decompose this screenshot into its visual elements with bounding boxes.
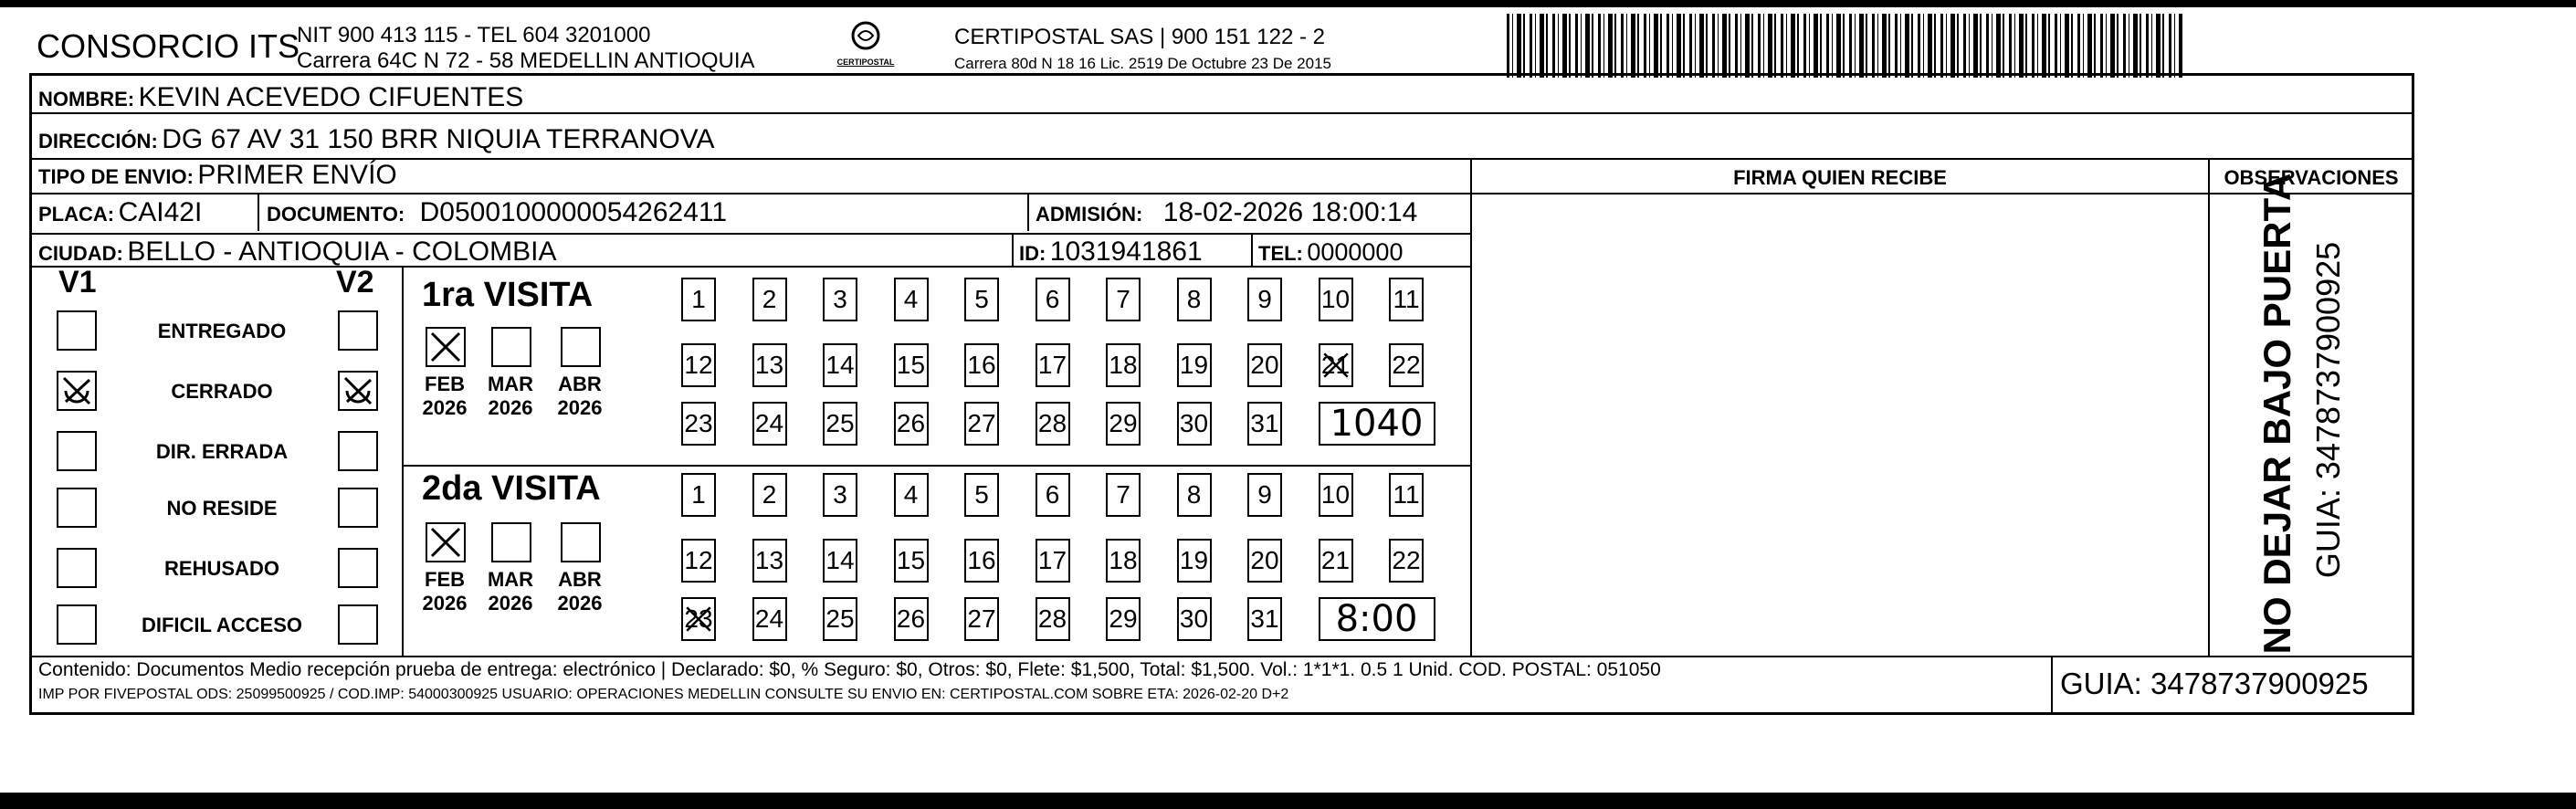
day-box[interactable]: 24	[752, 597, 787, 641]
documento-cell	[267, 197, 727, 228]
check-mark-icon	[340, 373, 376, 409]
day-box[interactable]: 7	[1106, 473, 1141, 517]
footer-contenido: Contenido: Documentos Medio recepción prueba de entrega: electrónico | Declarado: $0, % Seguro: $0, Otros: $0, Flete: $1,500, Total: $1,500. Vol.: 1*1*1. 0.5 1 Unid. COD. POSTAL: 051050	[38, 659, 1661, 680]
month-checkbox[interactable]	[491, 522, 531, 562]
check-mark-icon	[427, 329, 464, 365]
col-rule-admision	[1027, 194, 1029, 231]
day-box[interactable]: 5	[964, 278, 999, 321]
col-rule-footer-guia	[2051, 656, 2053, 715]
month-name: ABR	[558, 373, 602, 395]
day-box[interactable]: 9	[1247, 278, 1282, 321]
day-box[interactable]: 15	[894, 539, 929, 583]
col-rule-status	[402, 266, 404, 656]
day-box[interactable]: 6	[1036, 473, 1070, 517]
check-mark-icon	[683, 599, 714, 639]
id-cell	[1019, 236, 1203, 268]
logo-icon	[847, 20, 884, 53]
v2-checkbox[interactable]	[338, 604, 378, 645]
day-box[interactable]: 13	[752, 539, 787, 583]
day-box[interactable]: 20	[1247, 539, 1282, 583]
day-box[interactable]: 27	[964, 597, 999, 641]
v2-checkbox[interactable]	[338, 431, 378, 471]
footer-rule	[31, 656, 2413, 657]
day-box[interactable]: 4	[894, 473, 929, 517]
courier-address: Carrera 80d N 18 16 Lic. 2519 De Octubre 23 De 2015	[954, 55, 1331, 72]
day-box[interactable]: 10	[1319, 278, 1353, 321]
v1-checkbox[interactable]	[57, 371, 97, 411]
handwritten-time-box[interactable]: 8:00	[1319, 597, 1435, 641]
side-guia: GUIA: 3478737900925	[2309, 241, 2347, 579]
observaciones-header: OBSERVACIONES	[2224, 166, 2399, 189]
day-box[interactable]: 18	[1106, 343, 1141, 387]
month-label	[478, 568, 542, 615]
tel-value: 0000000	[1307, 238, 1404, 266]
direccion-label: DIRECCIÓN:	[38, 130, 158, 152]
day-box[interactable]: 21	[1319, 343, 1353, 387]
month-name: FEB	[425, 568, 465, 591]
day-box[interactable]: 28	[1036, 402, 1070, 446]
day-box[interactable]: 17	[1036, 539, 1070, 583]
month-name: MAR	[487, 373, 534, 395]
day-box[interactable]: 19	[1177, 539, 1212, 583]
day-box[interactable]: 9	[1247, 473, 1282, 517]
day-box[interactable]: 27	[964, 402, 999, 446]
month-checkbox[interactable]	[491, 327, 531, 367]
ciudad-value: BELLO - ANTIOQUIA - COLOMBIA	[127, 236, 557, 267]
v1-checkbox[interactable]	[57, 548, 97, 588]
day-box[interactable]: 8	[1177, 473, 1212, 517]
day-box[interactable]: 3	[823, 473, 857, 517]
day-box[interactable]: 4	[894, 278, 929, 321]
status-option-label: DIFICIL ACCESO	[141, 614, 302, 636]
status-option-label: REHUSADO	[164, 557, 279, 580]
day-box[interactable]: 26	[894, 402, 929, 446]
day-box[interactable]: 31	[1247, 597, 1282, 641]
day-box[interactable]: 3	[823, 278, 857, 321]
day-box[interactable]: 22	[1389, 539, 1424, 583]
month-checkbox[interactable]	[426, 522, 466, 562]
day-box[interactable]: 30	[1177, 402, 1212, 446]
day-box[interactable]: 21	[1319, 539, 1353, 583]
company-nit: NIT 900 413 115 - TEL 604 3201000	[297, 23, 651, 47]
tipo-label: TIPO DE ENVIO:	[38, 165, 194, 188]
handwritten-time-box[interactable]: 1040	[1319, 402, 1435, 446]
footer-imp: IMP POR FIVEPOSTAL ODS: 25099500925 / COD.IMP: 54000300925 USUARIO: OPERACIONES MEDELLIN CONSULTE SU ENVIO EN: CERTIPOSTAL.COM SOBRE ETA: 2026-02-20 D+2	[38, 687, 1289, 702]
direccion-value: DG 67 AV 31 150 BRR NIQUIA TERRANOVA	[162, 124, 715, 154]
id-value: 1031941861	[1049, 236, 1203, 267]
id-label: ID:	[1019, 242, 1046, 265]
v1-checkbox[interactable]	[57, 604, 97, 645]
tel-label: TEL:	[1258, 242, 1303, 265]
day-box[interactable]: 14	[823, 343, 857, 387]
side-warning: NO DEJAR BAJO PUERTA	[2255, 173, 2298, 655]
bottom-border	[0, 793, 2576, 809]
day-box[interactable]: 8	[1177, 278, 1212, 321]
day-box[interactable]: 13	[752, 343, 787, 387]
tipo-value: PRIMER ENVÍO	[197, 160, 397, 190]
day-box[interactable]: 6	[1036, 278, 1070, 321]
day-box[interactable]: 20	[1247, 343, 1282, 387]
tel-cell	[1258, 238, 1403, 267]
check-mark-icon	[427, 524, 464, 561]
day-box[interactable]: 11	[1389, 278, 1424, 321]
month-year: 2026	[422, 396, 468, 419]
company-name: CONSORCIO ITS	[37, 27, 300, 65]
month-label	[548, 568, 612, 615]
nombre-value: KEVIN ACEVEDO CIFUENTES	[138, 82, 524, 112]
day-box[interactable]: 17	[1036, 343, 1070, 387]
month-year: 2026	[557, 592, 603, 615]
month-year: 2026	[488, 396, 533, 419]
v2-checkbox[interactable]	[338, 548, 378, 588]
col-rule-tel	[1251, 235, 1253, 266]
day-box[interactable]: 2	[752, 278, 787, 321]
day-box[interactable]: 7	[1106, 278, 1141, 321]
col-rule-placa	[258, 194, 259, 231]
v2-checkbox[interactable]	[338, 488, 378, 528]
nombre-label: NOMBRE:	[38, 88, 135, 110]
ciudad-cell	[38, 236, 556, 268]
month-label	[478, 373, 542, 420]
day-box[interactable]: 2	[752, 473, 787, 517]
placa-cell	[38, 197, 202, 228]
day-box[interactable]: 29	[1106, 402, 1141, 446]
logo-caption: CERTIPOSTAL	[836, 58, 895, 67]
courier-line: CERTIPOSTAL SAS | 900 151 122 - 2	[954, 25, 1325, 49]
day-box[interactable]: 18	[1106, 539, 1141, 583]
firma-header: FIRMA QUIEN RECIBE	[1733, 166, 1947, 189]
month-name: ABR	[558, 568, 602, 591]
placa-value: CAI42I	[118, 197, 203, 227]
day-box[interactable]: 26	[894, 597, 929, 641]
day-box[interactable]: 29	[1106, 597, 1141, 641]
ciudad-label: CIUDAD:	[38, 242, 123, 265]
visit2-title: 2da VISITA	[422, 469, 601, 508]
month-name: MAR	[487, 568, 534, 591]
day-box[interactable]: 28	[1036, 597, 1070, 641]
day-box[interactable]: 5	[964, 473, 999, 517]
nombre-row	[38, 82, 523, 113]
day-box[interactable]: 11	[1389, 473, 1424, 517]
barcode	[1507, 14, 2182, 78]
col-rule-obs	[2208, 158, 2210, 656]
top-border	[0, 0, 2576, 7]
admision-label: ADMISIÓN:	[1036, 203, 1143, 226]
visit1-title: 1ra VISITA	[422, 276, 594, 314]
day-box[interactable]: 30	[1177, 597, 1212, 641]
month-year: 2026	[422, 592, 468, 615]
row-rule-4	[31, 233, 1470, 235]
month-label	[413, 568, 477, 615]
admision-value: 18-02-2026 18:00:14	[1162, 197, 1418, 227]
footer-guia: GUIA: 3478737900925	[2060, 667, 2369, 700]
documento-value: D0500100000054262411	[419, 197, 728, 227]
status-option-label: CERRADO	[171, 380, 273, 403]
month-year: 2026	[557, 396, 603, 419]
day-box[interactable]: 23	[681, 597, 716, 641]
company-address: Carrera 64C N 72 - 58 MEDELLIN ANTIOQUIA	[297, 48, 755, 73]
status-option-label: NO RESIDE	[166, 497, 278, 520]
direccion-row	[38, 124, 714, 155]
admision-cell	[1036, 197, 1417, 228]
day-box[interactable]: 1	[681, 473, 716, 517]
col-rule-id	[1012, 235, 1014, 266]
month-checkbox[interactable]	[561, 522, 601, 562]
month-year: 2026	[488, 592, 533, 615]
day-box[interactable]: 16	[964, 539, 999, 583]
v1-checkbox[interactable]	[57, 488, 97, 528]
day-box[interactable]: 25	[823, 597, 857, 641]
month-checkbox[interactable]	[561, 327, 601, 367]
placa-label: PLACA:	[38, 203, 115, 226]
check-mark-icon	[58, 373, 95, 409]
day-box[interactable]: 19	[1177, 343, 1212, 387]
day-box[interactable]: 24	[752, 402, 787, 446]
month-label	[548, 373, 612, 420]
row-rule-3	[31, 193, 1470, 194]
day-box[interactable]: 31	[1247, 402, 1282, 446]
v2-checkbox[interactable]	[338, 310, 378, 351]
month-name: FEB	[425, 373, 465, 395]
day-box[interactable]: 10	[1319, 473, 1353, 517]
day-box[interactable]: 1	[681, 278, 716, 321]
v1-label: V1	[58, 265, 97, 299]
day-box[interactable]: 15	[894, 343, 929, 387]
day-box[interactable]: 12	[681, 343, 716, 387]
month-checkbox[interactable]	[426, 327, 466, 367]
day-box[interactable]: 25	[823, 402, 857, 446]
day-box[interactable]: 16	[964, 343, 999, 387]
visit-divider	[402, 465, 1470, 467]
v2-label: V2	[336, 265, 374, 299]
col-rule-firma	[1470, 158, 1472, 656]
day-box[interactable]: 12	[681, 539, 716, 583]
documento-label: DOCUMENTO:	[267, 203, 405, 226]
status-option-label: ENTREGADO	[157, 320, 287, 342]
month-label	[413, 373, 477, 420]
certipostal-logo	[820, 20, 911, 71]
v2-checkbox[interactable]	[338, 371, 378, 411]
tipo-row	[38, 160, 397, 191]
v1-checkbox[interactable]	[57, 431, 97, 471]
check-mark-icon	[1320, 345, 1351, 385]
day-box[interactable]: 23	[681, 402, 716, 446]
day-box[interactable]: 22	[1389, 343, 1424, 387]
status-option-label: DIR. ERRADA	[155, 440, 289, 463]
v1-checkbox[interactable]	[57, 310, 97, 351]
day-box[interactable]: 14	[823, 539, 857, 583]
